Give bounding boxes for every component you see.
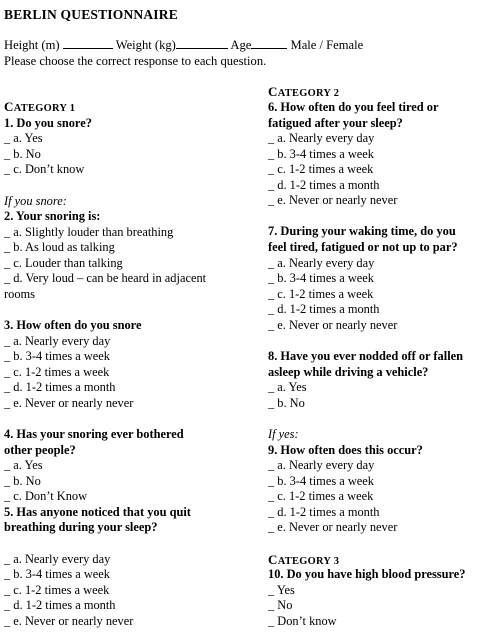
q10-option-yes[interactable]: _ Yes [268,583,295,597]
if-yes-note: If yes: [268,427,299,441]
q5-option-a[interactable]: _ a. Nearly every day [4,552,111,566]
q2-option-b[interactable]: _ b. As loud as talking [4,240,115,254]
q10-option-no[interactable]: _ No [268,598,293,612]
question-10: 10. Do you have high blood pressure? [268,567,466,581]
q5-option-d[interactable]: _ d. 1-2 times a month [4,598,116,612]
q7-option-a[interactable]: _ a. Nearly every day [268,256,375,270]
category-1-heading: CATEGORY 1 [4,99,76,114]
q3-option-a[interactable]: _ a. Nearly every day [4,334,111,348]
q6-option-c[interactable]: _ c. 1-2 times a week [268,162,374,176]
q1-option-b[interactable]: _ b. No [4,147,41,161]
q5-option-e[interactable]: _ e. Never or nearly never [4,614,134,628]
question-5-line-2: breathing during your sleep? [4,520,158,534]
page-title: BERLIN QUESTIONNAIRE [4,7,178,22]
question-8-line-1: 8. Have you ever nodded off or fallen [268,349,464,363]
question-8-line-2: asleep while driving a vehicle? [268,365,429,379]
q3-option-e[interactable]: _ e. Never or nearly never [4,396,134,410]
question-7-line-2: feel tired, fatigued or not up to par? [268,240,458,254]
q10-option-dont-know[interactable]: _ Don’t know [268,614,337,628]
q3-option-b[interactable]: _ b. 3-4 times a week [4,349,110,363]
q4-option-b[interactable]: _ b. No [4,474,41,488]
category-2-heading: CATEGORY 2 [268,84,340,99]
q3-option-c[interactable]: _ c. 1-2 times a week [4,365,110,379]
q2-option-a[interactable]: _ a. Slightly louder than breathing [4,225,174,239]
question-6-line-1: 6. How often do you feel tired or [268,100,439,114]
q5-option-c[interactable]: _ c. 1-2 times a week [4,583,110,597]
instruction-text: Please choose the correct response to each question. [4,53,267,68]
q9-option-e[interactable]: _ e. Never or nearly never [268,520,398,534]
category-3-heading: CATEGORY 3 [268,552,340,567]
q2-option-d[interactable]: _ d. Very loud – can be heard in adjacent [4,271,207,285]
question-2: 2. Your snoring is: [4,209,101,223]
q6-option-e[interactable]: _ e. Never or nearly never [268,193,398,207]
q6-option-b[interactable]: _ b. 3-4 times a week [268,147,374,161]
q7-option-e[interactable]: _ e. Never or nearly never [268,318,398,332]
if-snore-note: If you snore: [4,194,67,208]
q2-option-d-continued: rooms [4,287,35,301]
q5-option-b[interactable]: _ b. 3-4 times a week [4,567,110,581]
age-label: Age [230,38,252,52]
q7-option-d[interactable]: _ d. 1-2 times a month [268,302,380,316]
personal-info-header [4,37,363,69]
q8-option-b[interactable]: _ b. No [268,396,305,410]
q7-option-b[interactable]: _ b. 3-4 times a week [268,271,374,285]
q9-option-a[interactable]: _ a. Nearly every day [268,458,375,472]
question-3: 3. How often do you snore [4,318,142,332]
q4-option-c[interactable]: _ c. Don’t Know [4,489,88,503]
q7-option-c[interactable]: _ c. 1-2 times a week [268,287,374,301]
weight-blank[interactable] [176,37,228,49]
question-9: 9. How often does this occur? [268,443,423,457]
height-label: Height (m) [4,38,60,52]
question-4-line-1: 4. Has your snoring ever bothered [4,427,184,441]
q6-option-d[interactable]: _ d. 1-2 times a month [268,178,380,192]
q9-option-d[interactable]: _ d. 1-2 times a month [268,505,380,519]
measurements-line [4,37,363,54]
weight-label: Weight (kg) [115,38,176,52]
question-6-line-2: fatigued after your sleep? [268,116,403,130]
q3-option-d[interactable]: _ d. 1-2 times a month [4,380,116,394]
age-blank[interactable] [251,37,287,49]
q6-option-a[interactable]: _ a. Nearly every day [268,131,375,145]
question-4-line-2: other people? [4,443,76,457]
height-blank[interactable] [63,37,113,49]
q4-option-a[interactable]: _ a. Yes [4,458,43,472]
question-7-line-1: 7. During your waking time, do you [268,224,456,238]
question-1: 1. Do you snore? [4,116,92,130]
q2-option-c[interactable]: _ c. Louder than talking [4,256,123,270]
q9-option-c[interactable]: _ c. 1-2 times a week [268,489,374,503]
sex-label[interactable]: Male / Female [290,38,364,52]
q1-option-c[interactable]: _ c. Don’t know [4,162,85,176]
q9-option-b[interactable]: _ b. 3-4 times a week [268,474,374,488]
q8-option-a[interactable]: _ a. Yes [268,380,307,394]
q1-option-a[interactable]: _ a. Yes [4,131,43,145]
question-5-line-1: 5. Has anyone noticed that you quit [4,505,191,519]
